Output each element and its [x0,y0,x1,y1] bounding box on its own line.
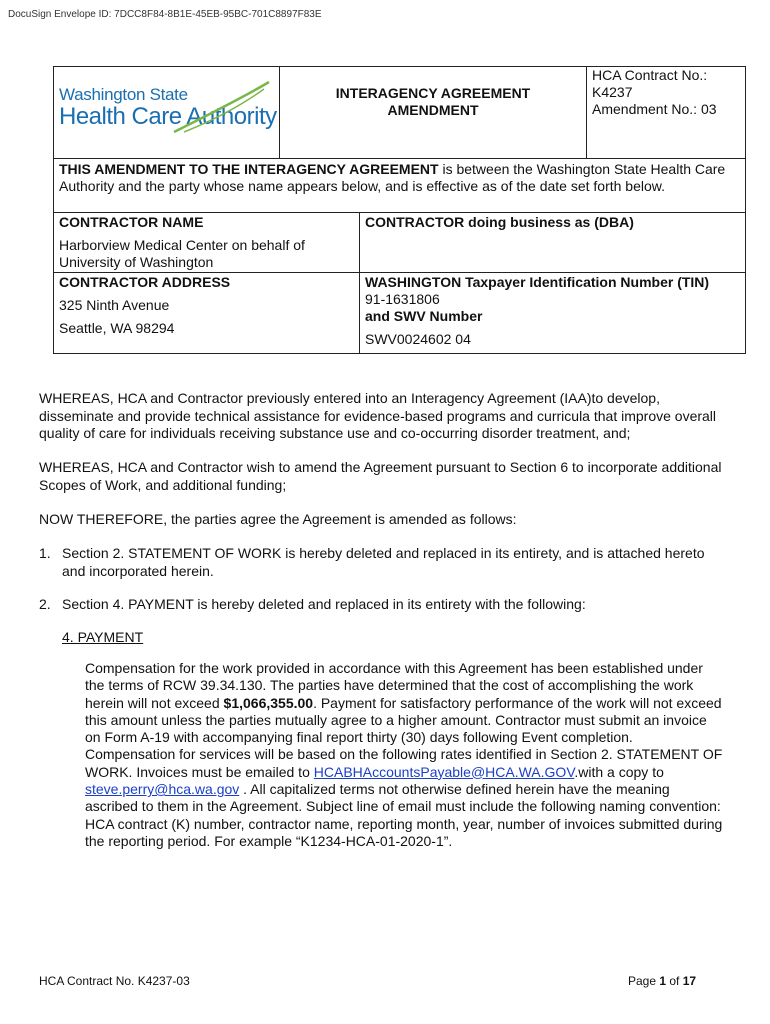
title-line1: INTERAGENCY AGREEMENT [335,85,531,101]
list-item-2: Section 4. PAYMENT is hereby deleted and replaced in its entirety with the following: [62,596,586,612]
logo-line1: Washington State [59,85,188,104]
payment-paragraph [85,660,725,850]
docusign-envelope-id: DocuSign Envelope ID: 7DCC8F84-8B1E-45EB-95BC-701C8897F83E [8,9,322,20]
list-item-1: Section 2. STATEMENT OF WORK is hereby deleted and replaced in its entirety, and is attached hereto and incorporated herein. [62,545,705,579]
page-total: 17 [682,974,697,988]
agreement-title [279,67,587,158]
page-word: Page [628,974,660,988]
contract-number: HCA Contract No.: K4237 [592,67,708,100]
contractor-name-value: Harborview Medical Center on behalf of University of Washington [59,237,305,270]
header-table [53,66,746,159]
hca-logo [54,67,279,158]
page-number: 1 [659,974,667,988]
payment-text-1: Compensation for the work provided in accordance with this Agreement has been established under the terms of RCW 39.34.130. The parties have determined that the cost of accomplishing the work herein will not exceed [85,660,703,711]
payment-text-3: .with a copy to [574,763,664,780]
payment-amount: $1,066,355.00 [223,694,314,711]
contract-info [587,67,747,158]
list-number-2: 2. [39,596,51,612]
footer-contract-number: HCA Contract No. K4237-03 [39,974,190,988]
swv-label: and SWV Number [365,308,483,324]
intro-rest: is between the Washington State Health Care Authority and the party whose name appears below, and is effective as of the date set forth below. [59,161,726,194]
tin-label: WASHINGTON Taxpayer Identification Number (TIN) [365,274,710,290]
payment-text-2: . Payment for satisfactory performance of the work will not exceed this amount unless the parties mutually agree to a higher amount. Contractor must submit an invoice on Form A-19 with accompanying final report thirty (30) days following Event completion. Compensation for services will be based on the following rates identified in Section 2. STATEMENT OF WORK. Invoices must be emailed to [85,694,723,780]
contractor-address-label: CONTRACTOR ADDRESS [59,274,231,290]
whereas-paragraph-1: WHEREAS, HCA and Contractor previously entered into an Interagency Agreement (IAA)to develop, disseminate and provide technical assistance for evidence-based programs and curricula that improve overall quality of care for individuals receiving substance use and co-occurring disorder treatment, and; [39,390,717,441]
amendment-number: Amendment No.: 03 [592,101,717,117]
swv-value: SWV0024602 04 [365,331,471,347]
of-word: of [666,974,683,988]
payment-heading: 4. PAYMENT [62,629,144,645]
page-indicator [628,974,696,988]
payment-text-4: . All capitalized terms not otherwise defined herein have the meaning ascribed to them in the Agreement. Subject line of email must include the following naming convention: HCA contract (K) number, contractor name, reporting month, year, number of invoices submitted during the reporting period. For example “K1234-HCA-01-2020-1”. [85,781,723,849]
now-therefore-paragraph: NOW THEREFORE, the parties agree the Agreement is amended as follows: [39,511,517,527]
copy-email-link[interactable]: steve.perry@hca.wa.gov [85,781,240,798]
address-line2: Seattle, WA 98294 [59,320,175,336]
intro-text [59,161,739,195]
whereas-paragraph-2: WHEREAS, HCA and Contractor wish to amend the Agreement pursuant to Section 6 to incorporate additional Scopes of Work, and additional funding; [39,459,722,493]
logo-swoosh-icon [164,77,274,137]
title-line2: AMENDMENT [387,102,479,118]
contractor-dba-label: CONTRACTOR doing business as (DBA) [365,214,634,230]
list-number-1: 1. [39,545,51,561]
contractor-name-label: CONTRACTOR NAME [59,214,204,230]
ap-email-link[interactable]: HCABHAccountsPayable@HCA.WA.GOV [313,763,575,780]
logo-line2: Health Care Authority [59,103,277,130]
contractor-table [53,159,746,354]
address-line1: 325 Ninth Avenue [59,297,170,313]
tin-value: 91-1631806 [365,291,440,307]
intro-bold: THIS AMENDMENT TO THE INTERAGENCY AGREEMENT [59,161,439,177]
